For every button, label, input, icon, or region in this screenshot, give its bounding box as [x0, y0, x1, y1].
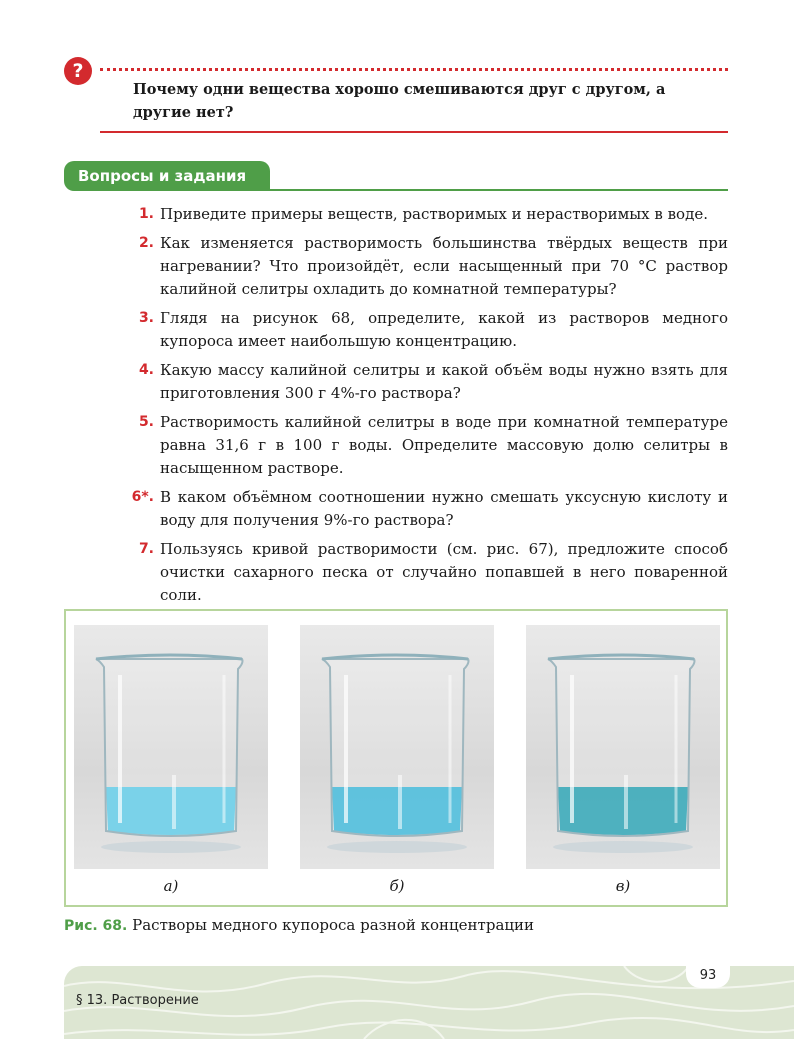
- red-divider: [100, 131, 728, 133]
- question-number: 4.: [138, 362, 154, 378]
- beaker-icon: [74, 625, 268, 869]
- list-item: [138, 538, 728, 607]
- list-item: [138, 307, 728, 353]
- question-number: 6*.: [131, 489, 154, 505]
- questions-list: [131, 203, 728, 613]
- question-number: 5.: [138, 414, 154, 430]
- panel-label: а): [163, 877, 179, 895]
- question-text: Глядя на рисунок 68, определите, какой из растворов медного купороса имеет наибольшую концентрацию.: [160, 309, 728, 350]
- panel-label: б): [389, 877, 405, 895]
- list-item: [138, 232, 728, 301]
- list-item: [138, 411, 728, 480]
- question-number: 3.: [138, 310, 154, 326]
- list-item: [138, 359, 728, 405]
- panel-label: в): [615, 877, 631, 895]
- question-text: Как изменяется растворимость большинства твёрдых веществ при нагревании? Что произойдёт, если насыщенный при 70 °С раствор калийной селитры охладить до комнатной температуры?: [160, 234, 728, 298]
- section-divider: [266, 189, 728, 191]
- figure-68: [64, 609, 728, 907]
- figure-caption-text: Растворы медного купороса разной концентрации: [127, 916, 535, 934]
- list-item: [131, 486, 728, 532]
- beaker-icon: [300, 625, 494, 869]
- question-text: Пользуясь кривой растворимости (см. рис. 67), предложите способ очистки сахарного песка от случайно попавшей в него поваренной соли.: [160, 540, 728, 604]
- section-title: Вопросы и задания: [64, 161, 270, 191]
- page-number: 93: [686, 958, 730, 988]
- question-text: Какую массу калийной селитры и какой объём воды нужно взять для приготовления 300 г 4%-го раствора?: [160, 361, 728, 402]
- chapter-label: § 13. Растворение: [76, 993, 199, 1008]
- figure-caption: [64, 915, 534, 936]
- question-number: 7.: [138, 541, 154, 557]
- question-number: 2.: [138, 235, 154, 251]
- figure-caption-label: Рис. 68.: [64, 918, 128, 934]
- question-text: Растворимость калийной селитры в воде при комнатной температуре равна 31,6 г в 100 г воды. Определите массовую долю селитры в насыщенном растворе.: [160, 413, 728, 477]
- question-text: Приведите примеры веществ, растворимых и нерастворимых в воде.: [160, 205, 708, 223]
- question-icon: ?: [64, 57, 92, 85]
- question-prompt: Почему одни вещества хорошо смешиваются друг с другом, а другие нет?: [133, 81, 666, 121]
- dotted-divider: [100, 68, 728, 71]
- question-number: 1.: [138, 206, 154, 222]
- beaker-photo-b: [300, 625, 494, 869]
- list-item: [138, 203, 728, 226]
- beaker-icon: [526, 625, 720, 869]
- question-text: В каком объёмном соотношении нужно смешать уксусную кислоту и воду для получения 9%-го раствора?: [160, 488, 728, 529]
- beaker-photo-c: [526, 625, 720, 869]
- beaker-photo-a: [74, 625, 268, 869]
